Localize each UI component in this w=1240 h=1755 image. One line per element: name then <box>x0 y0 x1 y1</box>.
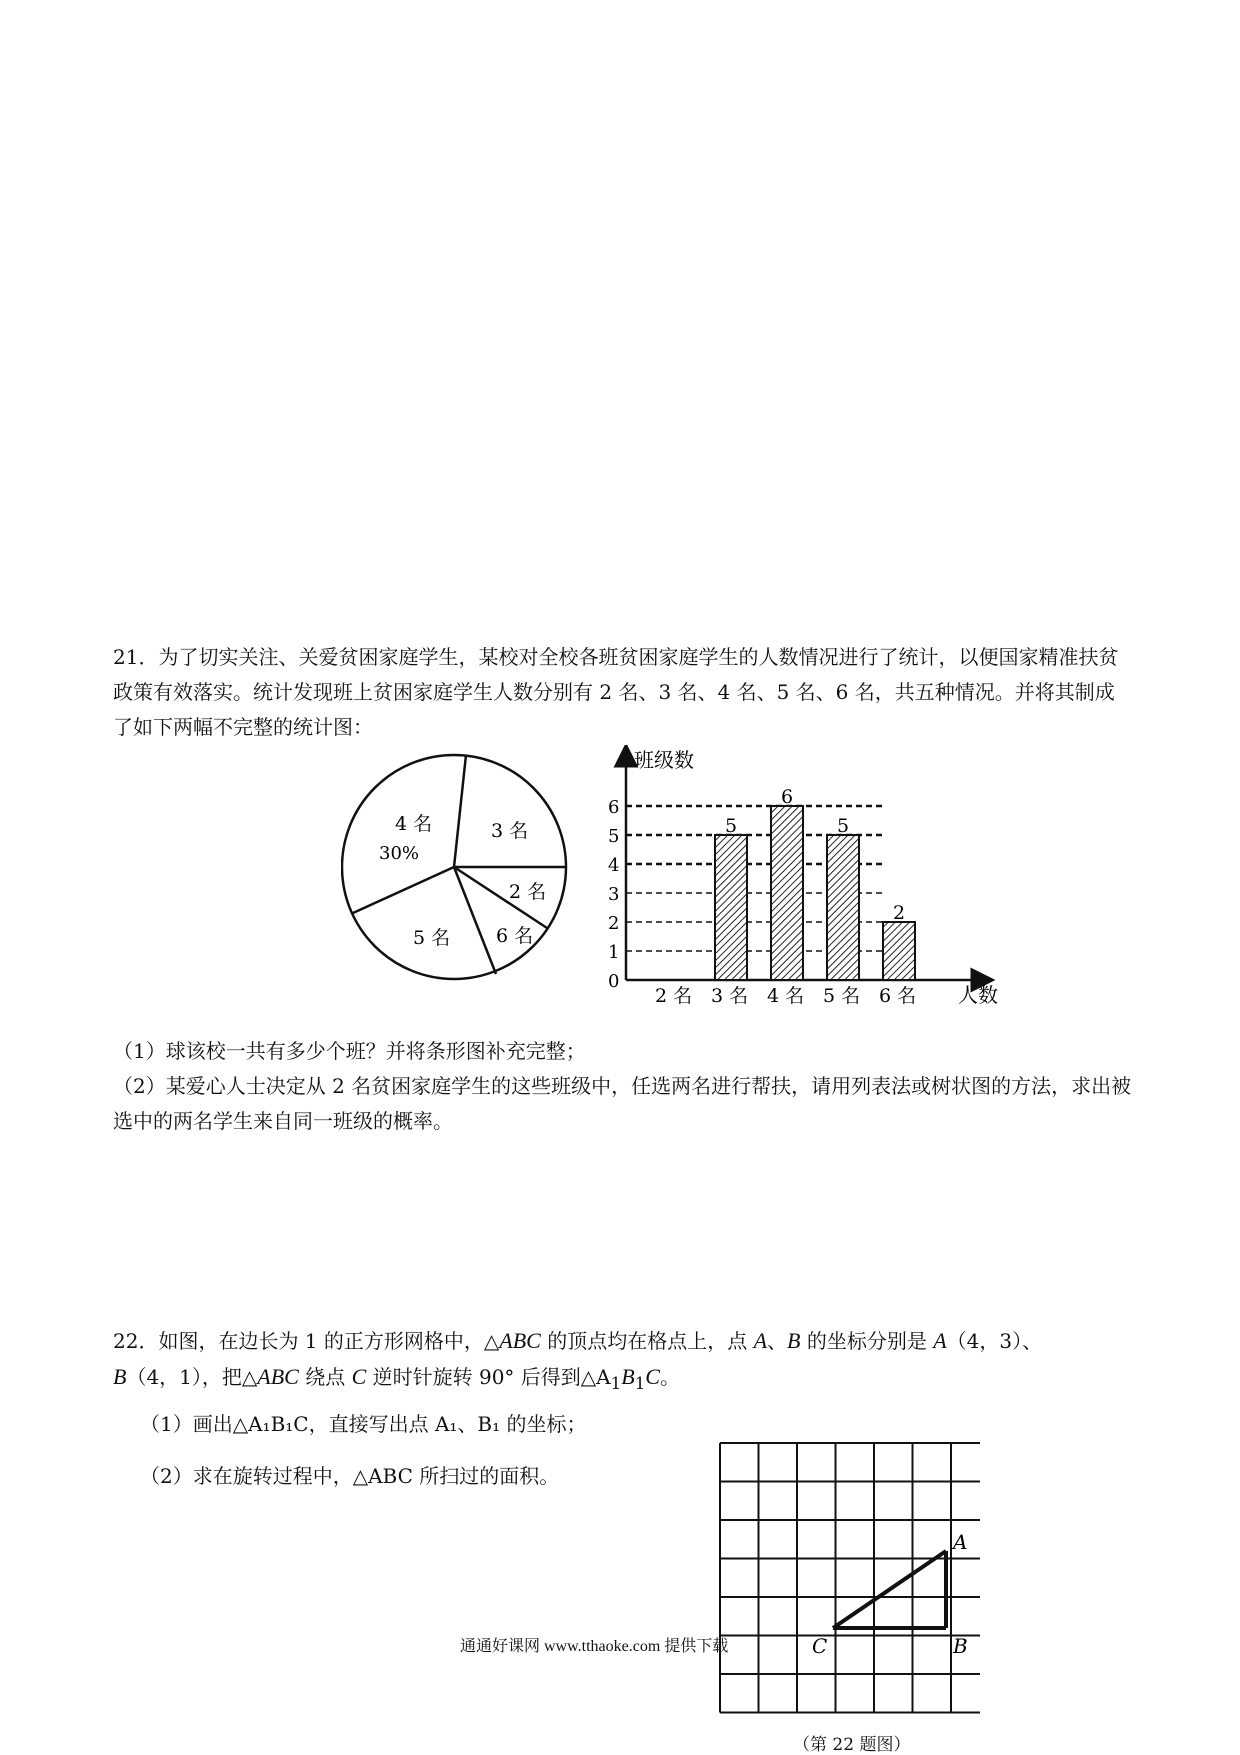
y-tick-label: 6 <box>608 797 620 818</box>
q22-intro-text: 逆时针旋转 90° 后得到△A <box>366 1365 611 1389</box>
math-abc: ABC <box>499 1328 541 1353</box>
math-b: B <box>113 1364 127 1389</box>
math-c: C <box>645 1364 660 1389</box>
q22-intro <box>113 1323 1133 1401</box>
bar-data-label: 2 <box>893 902 906 924</box>
x-axis-label: 人数 <box>958 983 998 1005</box>
math-a: A <box>933 1328 947 1353</box>
x-tick-label: 3 名 <box>711 985 749 1005</box>
pie-divider <box>454 755 466 867</box>
bar-data-label: 5 <box>837 815 850 837</box>
coord-b: （4，1），把△ <box>126 1365 258 1389</box>
y-tick-label: 5 <box>608 826 620 847</box>
q21-intro: 21．为了切实关注、关爱贫困家庭学生，某校对全校各班贫困家庭学生的人数情况进行了统计，以便国家精准扶贫政策有效落实。统计发现班上贫困家庭学生人数分别有 2 名、3 名、4 名、5 名、6 名，共五种情况。并将其制成了如下两幅不完整的统计图： <box>113 645 1119 739</box>
pie-label-6: 6 名 <box>496 925 534 947</box>
q21-part1: （1）球该校一共有多少个班？并将条形图补充完整； <box>113 1039 586 1063</box>
grid-label-c: C <box>812 1634 828 1658</box>
bar-data-label: 6 <box>781 786 794 808</box>
subscript: 1 <box>610 1374 622 1393</box>
y-tick-label: 0 <box>608 971 620 992</box>
pie-divider <box>353 867 454 913</box>
x-tick-label: 4 名 <box>767 985 805 1005</box>
pie-label-2: 2 名 <box>509 881 547 903</box>
grid-figure <box>710 1438 980 1718</box>
y-tick-label: 1 <box>608 942 620 963</box>
q21-part2: （2）某爱心人士决定从 2 名贫困家庭学生的这些班级中，任选两名进行帮扶，请用列表法或树状图的方法，求出被选中的两名学生来自同一班级的概率。 <box>113 1074 1132 1133</box>
bar <box>827 835 859 980</box>
grid-lines <box>720 1443 980 1713</box>
q22-intro-text: 。 <box>659 1365 680 1389</box>
subscript: 1 <box>634 1374 646 1393</box>
x-tick-label: 2 名 <box>655 985 693 1005</box>
q22-intro-text: 、 <box>767 1329 788 1353</box>
pie-label-5: 5 名 <box>413 927 451 949</box>
q22-part1: （1）画出△A₁B₁C，直接写出点 A₁、B₁ 的坐标； <box>140 1412 587 1436</box>
pie-label-3: 3 名 <box>491 820 529 842</box>
math-abc: ABC <box>257 1364 299 1389</box>
pie-divider <box>454 867 496 974</box>
q22-part2: （2）求在旋转过程中，△ABC 所扫过的面积。 <box>140 1464 560 1488</box>
math-b1: B <box>621 1364 635 1389</box>
bar <box>771 806 803 980</box>
y-tick-label: 4 <box>608 855 620 876</box>
math-c: C <box>351 1364 367 1389</box>
q22-intro-text: 绕点 <box>298 1365 352 1389</box>
pie-label-percent: 30% <box>379 843 420 864</box>
x-tick-label: 5 名 <box>823 985 861 1005</box>
pie-chart <box>341 748 581 988</box>
bar-chart <box>598 745 998 1005</box>
math-b: B <box>787 1328 801 1353</box>
q22-intro-text: 22．如图，在边长为 1 的正方形网格中，△ <box>113 1329 500 1353</box>
y-axis-label: 班级数 <box>634 748 694 772</box>
y-tick-label: 3 <box>608 884 620 905</box>
figure-caption: （第 22 题图） <box>793 1735 911 1755</box>
coord-a: （4，3）、 <box>946 1329 1043 1353</box>
footer-watermark: 通通好课网 www.tthaoke.com 提供下载 <box>460 1638 729 1655</box>
bar-data-label: 5 <box>725 815 738 837</box>
grid-label-a: A <box>953 1530 968 1554</box>
math-a: A <box>753 1328 768 1353</box>
bar <box>883 922 915 980</box>
x-tick-label: 6 名 <box>879 985 917 1005</box>
q22-intro-text: 的顶点均在格点上，点 <box>540 1329 754 1353</box>
segment-ca <box>833 1551 946 1628</box>
bar <box>715 835 747 980</box>
pie-label-4: 4 名 <box>395 813 433 835</box>
grid-label-b: B <box>953 1634 968 1658</box>
q22-intro-text: 的坐标分别是 <box>800 1329 934 1353</box>
y-tick-label: 2 <box>608 913 620 934</box>
